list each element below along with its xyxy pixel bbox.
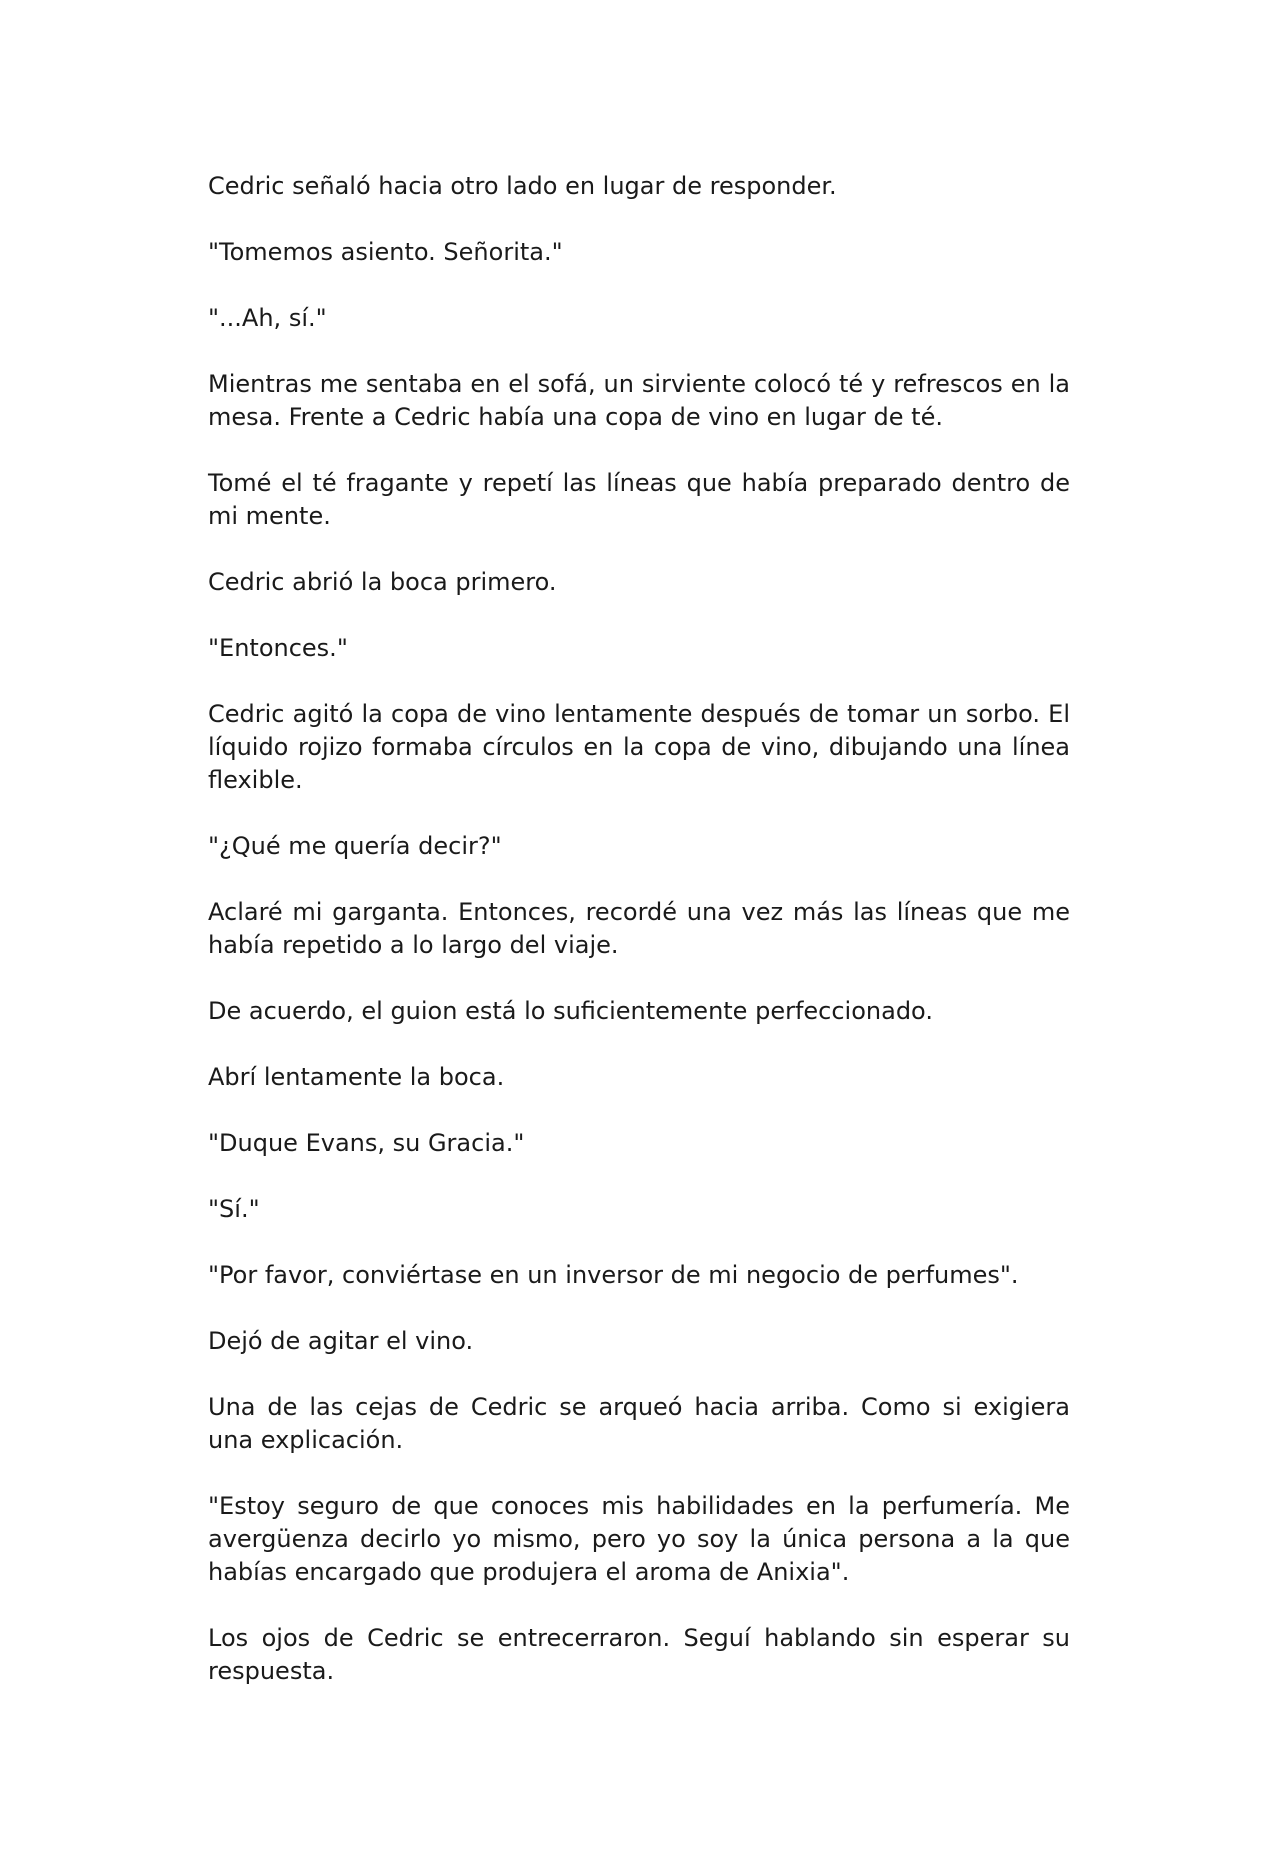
paragraph: Tomé el té fragante y repetí las líneas que había preparado dentro de mi mente. xyxy=(208,469,1070,530)
paragraph: De acuerdo, el guion está lo suficientemente perfeccionado. xyxy=(208,997,933,1025)
paragraph: "Estoy seguro de que conoces mis habilidades en la perfumería. Me avergüenza decirlo yo mismo, pero yo soy la única persona a la que habías encargado que produjera el aroma de Anixia". xyxy=(208,1492,1070,1586)
paragraph: Cedric abrió la boca primero. xyxy=(208,568,557,596)
paragraph: "Entonces." xyxy=(208,634,348,662)
paragraph: Una de las cejas de Cedric se arqueó hacia arriba. Como si exigiera una explicación. xyxy=(208,1393,1070,1454)
paragraph: Abrí lentamente la boca. xyxy=(208,1063,505,1091)
paragraph: Mientras me sentaba en el sofá, un sirviente colocó té y refrescos en la mesa. Frente a Cedric había una copa de vino en lugar de té. xyxy=(208,370,1070,431)
document-body xyxy=(208,170,1070,1688)
paragraph: Aclaré mi garganta. Entonces, recordé una vez más las líneas que me había repetido a lo largo del viaje. xyxy=(208,898,1070,959)
paragraph: "Por favor, conviértase en un inversor de mi negocio de perfumes". xyxy=(208,1261,1019,1289)
paragraph: "¿Qué me quería decir?" xyxy=(208,832,502,860)
paragraph: Cedric agitó la copa de vino lentamente después de tomar un sorbo. El líquido rojizo formaba círculos en la copa de vino, dibujando una línea flexible. xyxy=(208,700,1070,794)
paragraph: "...Ah, sí." xyxy=(208,304,327,332)
paragraph: "Tomemos asiento. Señorita." xyxy=(208,238,563,266)
paragraph: Cedric señaló hacia otro lado en lugar de responder. xyxy=(208,172,837,200)
paragraph: "Duque Evans, su Gracia." xyxy=(208,1129,525,1157)
paragraph: "Sí." xyxy=(208,1195,260,1223)
paragraph: Los ojos de Cedric se entrecerraron. Seguí hablando sin esperar su respuesta. xyxy=(208,1624,1070,1685)
paragraph: Dejó de agitar el vino. xyxy=(208,1327,474,1355)
